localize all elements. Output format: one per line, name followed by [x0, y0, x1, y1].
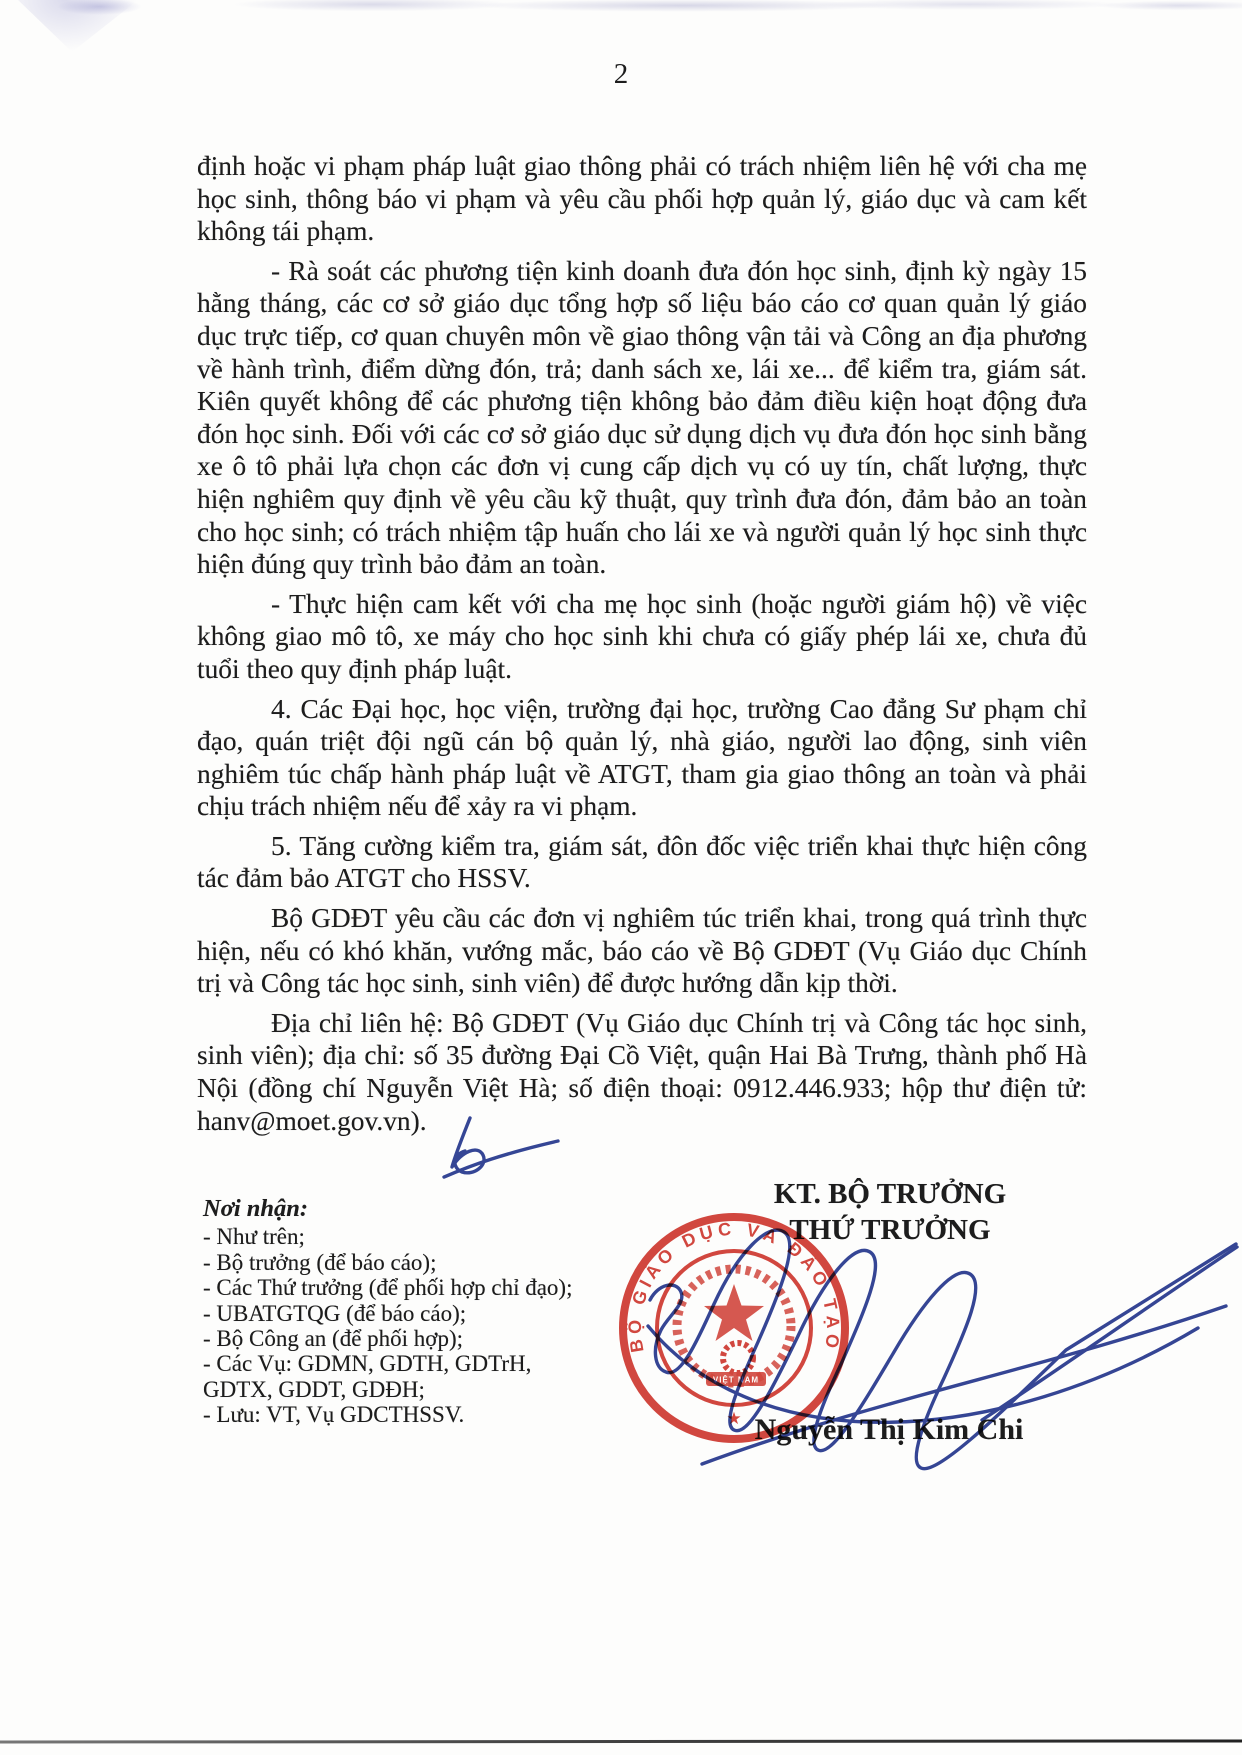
- recipient-item: - Các Vụ: GDMN, GDTH, GDTrH,: [203, 1351, 532, 1377]
- recipient-item: - Bộ trưởng (để báo cáo);: [203, 1249, 437, 1275]
- paragraph: - Rà soát các phương tiện kinh doanh đưa đón học sinh, định kỳ ngày 15 hằng tháng, các cơ sở giáo dục tổng hợp số liệu báo cáo cơ quan quản lý giáo dục trực tiếp, cơ quan chuyên môn về giao thông vận tải và Công an địa phương về hành trình, điểm dừng đón, trả; danh sách xe, lái xe... để kiểm tra, giám sát. Kiên quyết không để các phương tiện không bảo đảm điều kiện hoạt động đưa đón học sinh. Đối với các cơ sở giáo dục sử dụng dịch vụ đưa đón học sinh bằng xe ô tô phải lựa chọn các đơn vị cung cấp dịch vụ có uy tín, chất lượng, thực hiện nghiêm quy định về yêu cầu kỹ thuật, quy trình đưa đón, đảm bảo an toàn cho học sinh; có trách nhiệm tập huấn cho lái xe và người quản lý học sinh thực hiện đúng quy trình bảo đảm an toàn.: [197, 255, 1087, 580]
- scan-artifact-bottom-line: [0, 1739, 1242, 1743]
- paragraph: 5. Tăng cường kiểm tra, giám sát, đôn đốc việc triển khai thực hiện công tác đảm bảo ATGT cho HSSV.: [197, 830, 1087, 894]
- official-seal: [614, 1208, 854, 1448]
- recipient-item: - Như trên;: [203, 1224, 305, 1250]
- paragraph: Địa chỉ liên hệ: Bộ GDĐT (Vụ Giáo dục Chính trị và Công tác học sinh, sinh viên); địa chỉ: số 35 đường Đại Cồ Việt, quận Hai Bà Trưng, thành phố Hà Nội (đồng chí Nguyễn Việt Hà; số điện thoại: 0912.446.933; hộp thư điện tử: hanv@moet.gov.vn).: [197, 1007, 1087, 1136]
- document-body: [197, 150, 1087, 1144]
- signer-name: Nguyễn Thị Kim Chi: [754, 1413, 1024, 1446]
- recipient-item: - Các Thứ trưởng (để phối hợp chỉ đạo);: [203, 1275, 573, 1301]
- recipient-item: - Bộ Công an (để phối hợp);: [203, 1326, 464, 1352]
- signoff-position-kt: KT. BỘ TRƯỞNG: [773, 1178, 1007, 1210]
- paragraph: - Thực hiện cam kết với cha mẹ học sinh (hoặc người giám hộ) về việc không giao mô tô, xe máy cho học sinh khi chưa có giấy phép lái xe, chưa đủ tuổi theo quy định pháp luật.: [197, 588, 1087, 684]
- page-number: 2: [613, 58, 629, 90]
- paragraph: 4. Các Đại học, học viện, trường đại học, trường Cao đẳng Sư phạm chỉ đạo, quán triệt đội ngũ cán bộ quản lý, nhà giáo, người lao động, sinh viên nghiêm túc chấp hành pháp luật về ATGT, tham gia giao thông an toàn và phải chịu trách nhiệm nếu để xảy ra vi phạm.: [197, 693, 1087, 822]
- cog-icon: [723, 1343, 753, 1373]
- seal-bottom-star-icon: ★: [726, 1409, 742, 1429]
- recipient-item: - Lưu: VT, Vụ GDCTHSSV.: [203, 1402, 465, 1428]
- signature-tail: [982, 1247, 1237, 1420]
- paragraph: định hoặc vi phạm pháp luật giao thông phải có trách nhiệm liên hệ với cha mẹ học sinh, thông báo vi phạm và yêu cầu phối hợp quản lý, giáo dục và cam kết không tái phạm.: [197, 151, 1087, 247]
- paragraph: Bộ GDĐT yêu cầu các đơn vị nghiêm túc triển khai, trong quá trình thực hiện, nếu có khó khăn, vướng mắc, báo cáo về Bộ GDĐT (Vụ Giáo dục Chính trị và Công tác học sinh, sinh viên) để được hướng dẫn kịp thời.: [197, 903, 1087, 999]
- signoff-position-deputy: THỨ TRƯỞNG: [789, 1214, 991, 1246]
- star-icon: [704, 1284, 764, 1341]
- scan-artifact-top: [0, 0, 1242, 22]
- seal-ring-text: BỘ GIÁO DỤC VÀ ĐÀO TẠO: [624, 1218, 844, 1354]
- scan-artifact-smudge: [18, 0, 138, 52]
- recipient-item: - UBATGTQG (để báo cáo);: [203, 1300, 467, 1326]
- recipients-block: [203, 1196, 643, 1428]
- recipients-heading: Nơi nhận:: [203, 1195, 309, 1222]
- banner-text: VIỆT NAM: [712, 1375, 760, 1385]
- recipient-item: GDTX, GDDT, GDĐH;: [203, 1376, 425, 1402]
